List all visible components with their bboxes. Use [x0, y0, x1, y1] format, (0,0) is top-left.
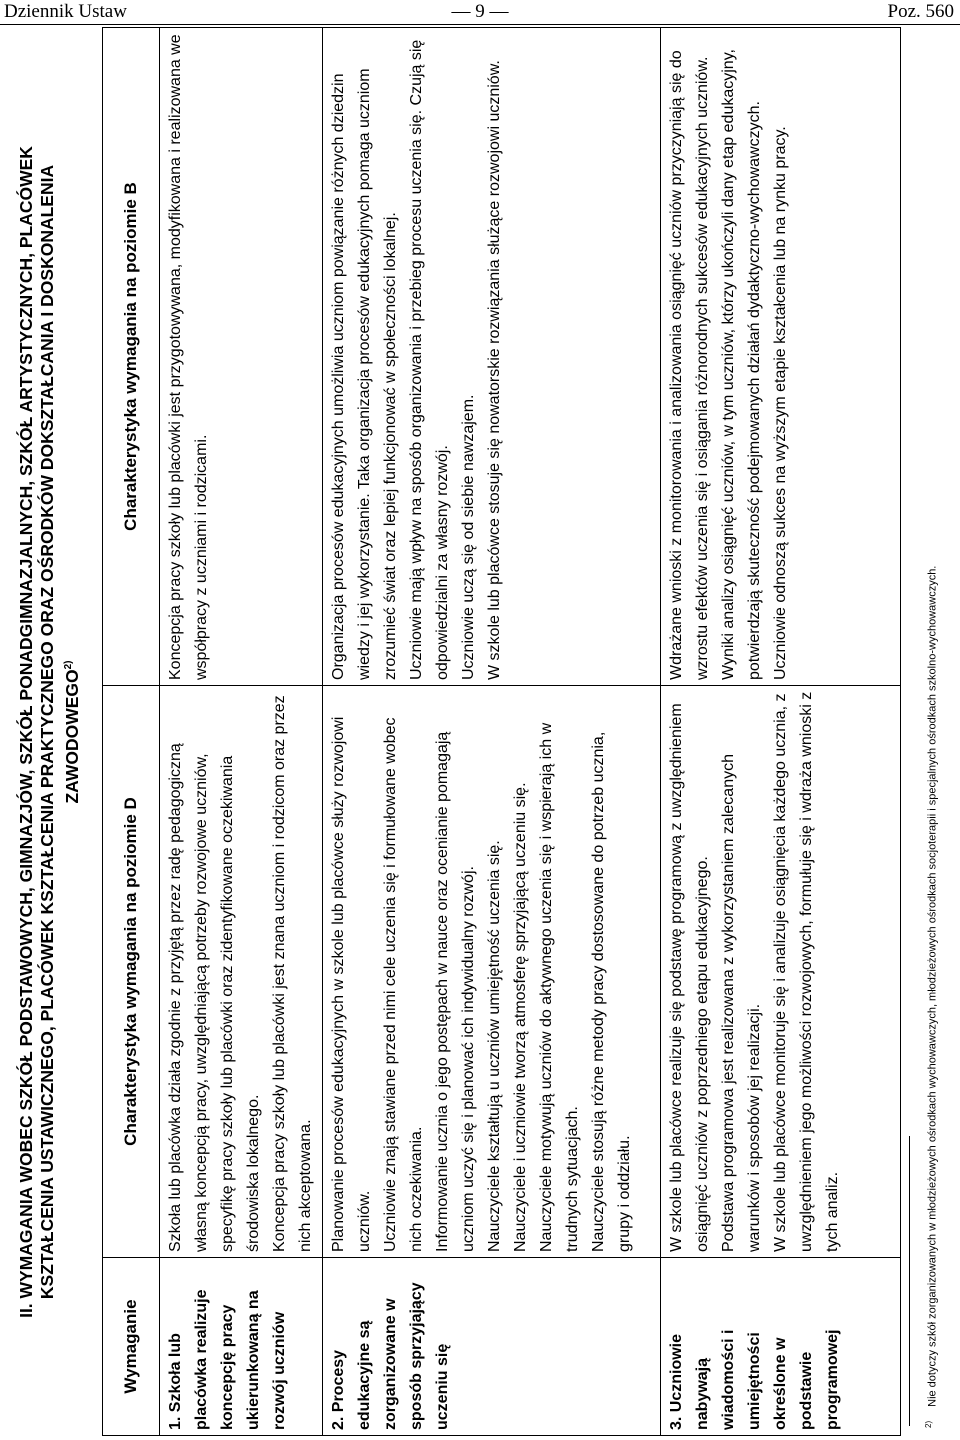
- footnote-rule: [909, 1136, 910, 1426]
- level-d-cell: [661, 686, 901, 1258]
- footnote: [922, 566, 940, 1428]
- paragraph: W szkole lub placówce monitoruje się i analizuje osiągnięcia każdego ucznia, z uwzględnieniem jego możliwości rozwojowych, formułuje się i wdraża wnioski z tych analiz.: [772, 691, 841, 1252]
- paragraph: Uczniowie uczą się od siebie nawzajem.: [460, 394, 477, 680]
- page-number: — 9 —: [451, 1, 509, 22]
- title-line-3: [58, 28, 83, 1436]
- paragraph: Informowanie ucznia o jego postępach w nauce oraz ocenianie pomagają uczniom uczyć się i planować ich indywidualny rozwój.: [434, 731, 477, 1252]
- requirement-cell: 1. Szkoła lub placówka realizuje koncepcję pracy ukierunkowaną na rozwój uczniów: [160, 1258, 323, 1436]
- level-b-cell: [323, 28, 661, 686]
- paragraph: Nauczyciele motywują uczniów do aktywnego uczenia się i wspierają ich w trudnych sytuacjach.: [538, 722, 581, 1252]
- table-row: [160, 28, 323, 1436]
- header-rule: [0, 24, 960, 25]
- paragraph: Koncepcja pracy szkoły lub placówki jest przygotowywana, modyfikowana i realizowana we współpracy z uczniami i rodzicami.: [167, 34, 210, 680]
- footnote-marker: 2): [924, 1420, 933, 1428]
- rotated-page: [8, 28, 956, 1436]
- paragraph: Uczniowie znają stawiane przed nimi cele uczenia się i formułowane wobec nich oczekiwania.: [382, 717, 425, 1252]
- paragraph: W szkole lub placówce realizuje się podstawę programową z uwzględnieniem osiągnięć uczniów z poprzedniego etapu edukacyjnego.: [668, 703, 711, 1252]
- table-header-row: [103, 28, 160, 1436]
- requirements-table: [102, 27, 901, 1436]
- paragraph: Koncepcja pracy szkoły lub placówki jest znana uczniom i rodzicom oraz przez nich akceptowana.: [271, 695, 314, 1252]
- section-title: [16, 28, 83, 1436]
- paragraph: W szkole lub placówce stosuje się nowatorskie rozwiązania służące rozwojowi uczniów.: [486, 60, 503, 680]
- header-requirement: Wymaganie: [103, 1258, 160, 1436]
- header-level-d: Charakterystyka wymagania na poziomie D: [103, 686, 160, 1258]
- paragraph: Wdrażane wnioski z monitorowania i analizowania osiągnięć uczniów przyczyniają się do wzrostu efektów uczenia się i osiągania różnorodnych sukcesów edukacyjnych uczniów.: [668, 50, 711, 680]
- level-d-cell: [160, 686, 323, 1258]
- level-b-cell: [661, 28, 901, 686]
- paragraph: Nauczyciele stosują różne metody pracy dostosowane do potrzeb ucznia, grupy i oddziału.: [590, 731, 633, 1252]
- paragraph: Nauczyciele i uczniowie tworzą atmosferę sprzyjającą uczeniu się.: [512, 782, 529, 1252]
- journal-header: [0, 0, 960, 24]
- position-number: Poz. 560: [887, 1, 954, 22]
- paragraph: Organizacja procesów edukacyjnych umożliwia uczniom powiązanie różnych dziedzin wiedzy i jej wykorzystanie. Taka organizacja procesów edukacyjnych pomaga uczniom zrozumieć świat oraz lepiej funkcjonować w społeczności lokalnej.: [330, 68, 399, 680]
- paragraph: Nauczyciele kształtują u uczniów umiejętność uczenia się.: [486, 840, 503, 1252]
- title-line-3-text: ZAWODOWEGO: [61, 669, 82, 804]
- paragraph: Planowanie procesów edukacyjnych w szkole lub placówce służy rozwojowi uczniów.: [330, 716, 373, 1252]
- title-line-2: KSZTAŁCENIA USTAWICZNEGO, PLACÓWEK KSZTAŁCENIA PRAKTYCZNEGO ORAZ OŚRODKÓW DOKSZTAŁCANIA I DOSKONALENIA: [37, 164, 57, 1300]
- title-line-1: II. WYMAGANIA WOBEC SZKÓŁ PODSTAWOWYCH, GIMNAZJÓW, SZKÓŁ PONADGIMNAZJALNYCH, SZKÓŁ ARTYSTYCZNYCH, PLACÓWEK: [16, 146, 36, 1318]
- requirement-cell: 2. Procesy edukacyjne są zorganizowane w sposób sprzyjający uczeniu się: [323, 1258, 661, 1436]
- paragraph: Podstawa programowa jest realizowana z wykorzystaniem zalecanych warunków i sposobów jej realizacji.: [720, 754, 763, 1252]
- table-row: [661, 28, 901, 1436]
- requirement-cell: 3. Uczniowie nabywają wiadomości i umiejętności określone w podstawie programowej: [661, 1258, 901, 1436]
- title-footnote-ref: 2): [63, 660, 74, 670]
- level-d-cell: [323, 686, 661, 1258]
- header-level-b: Charakterystyka wymagania na poziomie B: [103, 28, 160, 686]
- level-b-cell: [160, 28, 323, 686]
- footnote-text: Nie dotyczy szkół zorganizowanych w młodzieżowych ośrodkach wychowawczych, młodzieżowych ośrodkach socjoterapii i specjalnych ośrodkach szkolno-wychowawczych.: [926, 565, 939, 1407]
- paragraph: Wyniki analizy osiągnięć uczniów, w tym uczniów, którzy ukończyli dany etap edukacyjny, potwierdzają skuteczność podejmowanych działań dydaktyczno-wychowawczych.: [720, 49, 763, 680]
- paragraph: Szkoła lub placówka działa zgodnie z przyjętą przez radę pedagogiczną własną koncepcją pracy, uwzględniającą potrzeby rozwojowe uczniów, specyfikę pracy szkoły lub placówki oraz zidentyfikowane oczekiwania środowiska lokalnego.: [167, 743, 262, 1252]
- paragraph: Uczniowie odnoszą sukces na wyższym etapie kształcenia lub na rynku pracy.: [772, 126, 789, 680]
- paragraph: Uczniowie mają wpływ na sposób organizowania i przebieg procesu uczenia się. Czują się odpowiedzialni za własny rozwój.: [408, 39, 451, 680]
- table-row: [323, 28, 661, 1436]
- journal-name: Dziennik Ustaw: [4, 1, 127, 22]
